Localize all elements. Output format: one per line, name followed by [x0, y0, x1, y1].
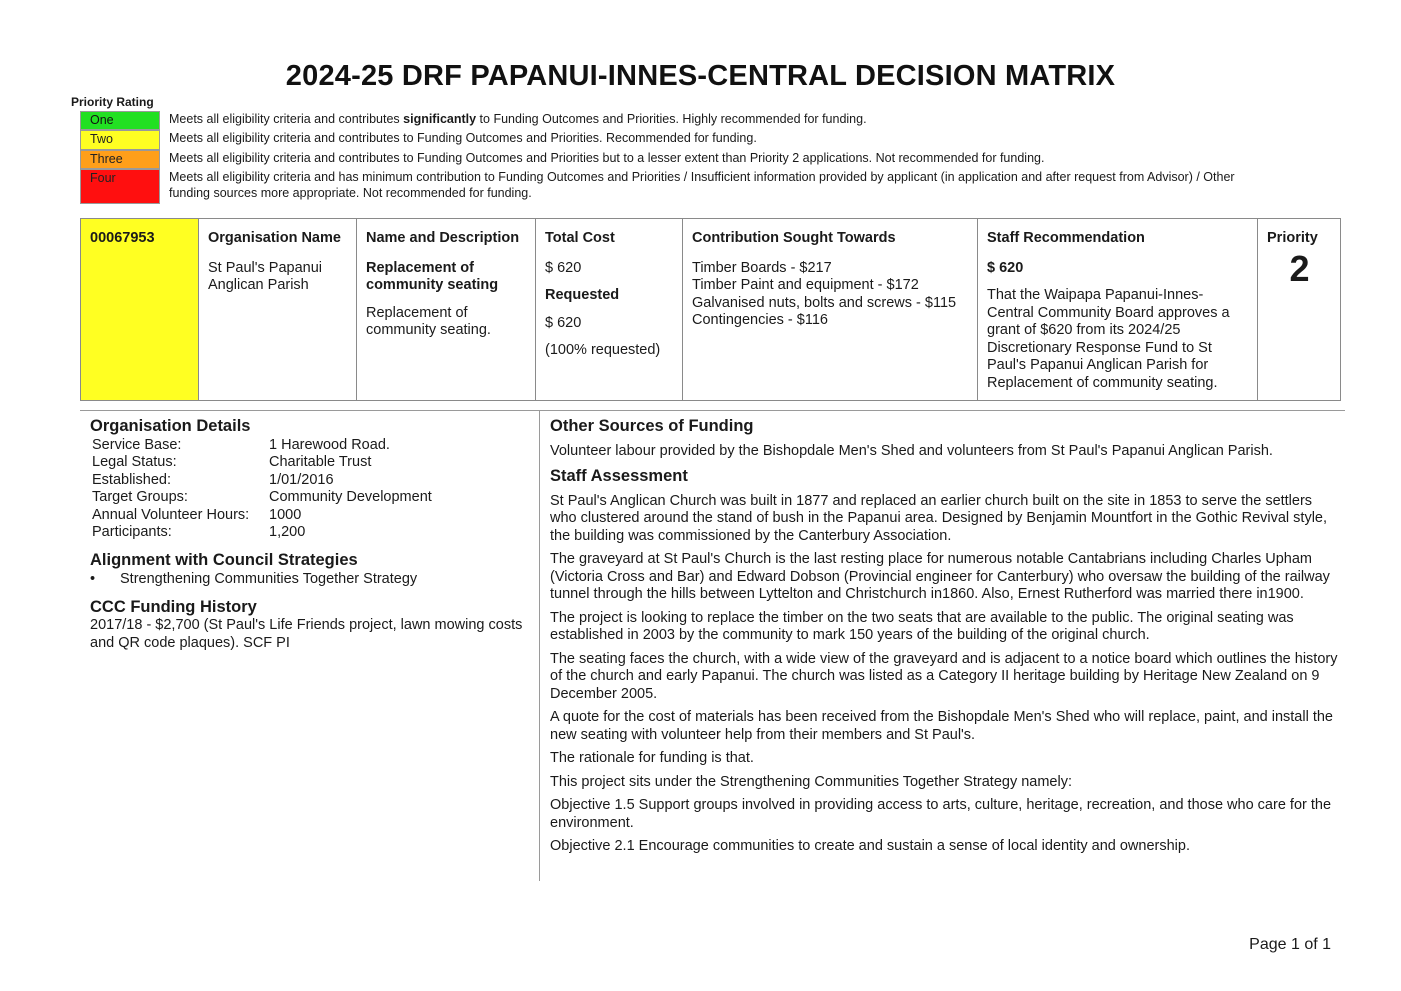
detail-row: Established: 1/01/2016	[92, 471, 334, 488]
assessment-paragraph: The graveyard at St Paul's Church is the last resting place for numerous notable Cantabrians including Charles Upham (Victoria Cross and Bar) and Edward Dobson (Provincial engineer for Canterbury) who oversaw the building of the railway tunnel through the hills between Lyttelton and Christchurch in1860. Also, Ernest Rutherford was married there in1900.	[550, 551, 1330, 602]
name-description-header: Name and Description	[366, 230, 520, 246]
detail-row: Participants: 1,200	[92, 524, 306, 540]
assessment-paragraph: This project sits under the Strengthening Communities Together Strategy namely:	[550, 773, 1072, 790]
priority-four-description: Meets all eligibility criteria and has minimum contribution to Funding Outcomes and Priorities / Insufficient information provided by applicant (in application and after request from Advisor) / Other funding sources more appropriate. Not recommended for funding.	[169, 170, 1235, 200]
total-cost-cell	[535, 219, 682, 400]
staff-assessment-heading: Staff Assessment	[550, 467, 688, 485]
column-divider	[539, 411, 540, 881]
other-sources-heading: Other Sources of Funding	[550, 417, 754, 435]
project-name: Replacement of community seating	[366, 259, 499, 293]
section-divider	[80, 410, 1345, 411]
priority-three-swatch: Three	[80, 150, 160, 169]
assessment-paragraph: The seating faces the church, with a wide view of the graveyard and is adjacent to a notice board which outlines the history of the church and early Papanui. The church was listed as a Category II heritage building by Heritage New Zealand on 9 December 2005.	[550, 650, 1338, 702]
application-id-cell	[81, 219, 198, 400]
funding-history-heading: CCC Funding History	[90, 597, 257, 616]
total-cost-header: Total Cost	[545, 230, 615, 246]
assessment-paragraph: St Paul's Anglican Church was built in 1877 and replaced an earlier church built on the site in 1853 to serve the settlers who clustered around the stand of bush in the Papanui area. Designed by Benjamin Mountfort in the Gothic Revival style, the building was commissioned by the Canterbury Association.	[550, 492, 1328, 544]
assessment-paragraph: The rationale for funding is that.	[550, 750, 754, 766]
priority-header: Priority	[1267, 230, 1318, 246]
detail-row: Service Base: 1 Harewood Road.	[92, 436, 390, 453]
other-sources-text: Volunteer labour provided by the Bishopdale Men's Shed and volunteers from St Paul's Papanui Anglican Parish.	[550, 442, 1273, 459]
priority-two-description: Meets all eligibility criteria and contributes to Funding Outcomes and Priorities. Recommended for funding.	[169, 131, 757, 145]
organisation-name-header: Organisation Name	[208, 230, 341, 246]
organisation-name-cell	[198, 219, 356, 400]
contribution-item: Contingencies - $116	[692, 312, 828, 328]
priority-value: 2	[1289, 247, 1310, 289]
list-item: • Strengthening Communities Together Strategy	[90, 571, 530, 589]
organisation-name: St Paul's Papanui Anglican Parish	[208, 259, 323, 293]
priority-four-swatch: Four	[80, 169, 160, 204]
assessment-paragraph: Objective 1.5 Support groups involved in providing access to arts, culture, heritage, recreation, and those who care for the environment.	[550, 797, 1332, 831]
alignment-heading: Alignment with Council Strategies	[90, 550, 358, 569]
application-id: 00067953	[90, 230, 155, 246]
name-description-cell	[356, 219, 535, 400]
contribution-cell	[682, 219, 977, 400]
page-title: 2024-25 DRF PAPANUI-INNES-CENTRAL DECISION MATRIX	[285, 60, 1116, 92]
assessment-paragraph: The project is looking to replace the timber on the two seats that are available to the public. The original seating was established in 2003 by the community to mark 150 years of the building of the original church.	[550, 609, 1294, 643]
contribution-item: Timber Boards - $217	[692, 259, 832, 276]
staff-recommendation-amount: $ 620	[987, 259, 1024, 276]
requested-value: $ 620	[545, 314, 582, 331]
staff-recommendation-header: Staff Recommendation	[987, 230, 1145, 246]
staff-recommendation-text: That the Waipapa Papanui-Innes-Central Community Board approves a grant of $620 from its 2024/25 Discretionary Response Fund to St Paul's Papanui Anglican Parish for Replacement of community seating.	[987, 287, 1230, 391]
staff-recommendation-cell	[977, 219, 1257, 400]
priority-two-swatch: Two	[80, 130, 160, 150]
priority-rating-heading: Priority Rating	[71, 95, 154, 109]
priority-one-swatch: One	[80, 111, 160, 130]
contribution-header: Contribution Sought Towards	[692, 230, 896, 246]
right-column	[550, 418, 1340, 862]
detail-row: Target Groups: Community Development	[92, 489, 432, 505]
priority-three-description: Meets all eligibility criteria and contributes to Funding Outcomes and Priorities but to a lesser extent than Priority 2 applications. Not recommended for funding.	[169, 151, 1045, 165]
page-number: Page 1 of 1	[1249, 936, 1331, 953]
assessment-paragraph: Objective 2.1 Encourage communities to create and sustain a sense of local identity and ownership.	[550, 838, 1190, 854]
organisation-details-heading: Organisation Details	[90, 417, 251, 435]
total-cost-value: $ 620	[545, 259, 582, 276]
detail-row: Annual Volunteer Hours: 1000	[92, 506, 302, 523]
requested-label: Requested	[545, 287, 620, 303]
assessment-paragraph: A quote for the cost of materials has been received from the Bishopdale Men's Shed who will replace, paint, and install the new seating with volunteer help from their members and St Paul's.	[550, 709, 1333, 743]
requested-percentage: (100% requested)	[545, 342, 661, 358]
priority-cell	[1257, 219, 1340, 400]
decision-matrix-table	[80, 218, 1341, 401]
priority-one-description: Meets all eligibility criteria and contributes significantly to Funding Outcomes and Priorities. Highly recommended for funding.	[169, 112, 867, 126]
detail-row: Legal Status: Charitable Trust	[92, 454, 372, 470]
funding-history-text: 2017/18 - $2,700 (St Paul's Life Friends project, lawn mowing costs and QR code plaques). SCF PI	[90, 617, 523, 651]
contribution-item: Galvanised nuts, bolts and screws - $115	[692, 294, 957, 311]
contribution-item: Timber Paint and equipment - $172	[692, 277, 919, 293]
project-description: Replacement of community seating.	[366, 304, 491, 338]
alignment-list	[90, 571, 530, 589]
left-column	[90, 418, 530, 652]
